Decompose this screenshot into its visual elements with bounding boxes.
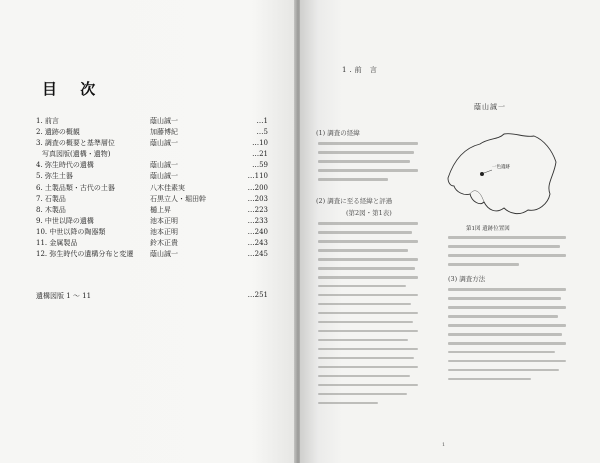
toc-entry-author: 鈴木正貴 [150,239,178,248]
toc-entry-title: 7. 石製品 [36,194,66,203]
toc-entry [36,138,268,149]
toc-entry-page: …233 [247,216,268,225]
chapter-heading: 1.前 言 [342,66,380,74]
toc-entry-title: 1. 前言 [36,117,59,125]
toc-entry-page: …21 [252,150,268,159]
text-block-1 [318,142,418,187]
toc-entry-title: 9. 中世以降の遺構 [36,216,94,225]
toc-entry [36,238,268,249]
text-block-4 [448,288,566,387]
toc-entry [36,205,268,216]
section-heading-1: (1) 調査の経緯 [316,129,360,137]
toc-entry-author: 樋上昇 [150,205,171,214]
section-heading-2-sub: (第2図・第1表) [346,209,392,217]
toc-entry-title: 12. 弥生時代の遺構分布と変遷 [36,250,134,259]
toc-entry-page: …243 [247,239,268,248]
toc-entry [36,149,268,160]
section-heading-3: (3) 調査方法 [448,275,486,283]
toc-entry-author: 加藤博紀 [150,128,178,137]
toc-entry-title: 5. 弥生土器 [36,172,73,181]
toc-entry-author: 池本正明 [150,216,178,225]
toc-plates-row [36,291,268,301]
toc-plates-page: …251 [247,291,268,299]
toc-entry-author: 蔭山誠一 [150,161,178,170]
toc-entry-page: …203 [247,194,268,203]
left-page [0,0,296,463]
toc-entry-author: 蔭山誠一 [150,172,178,181]
toc-entry-author: 石黒立人・堀田幹 [150,194,206,203]
map-outline-icon [440,130,560,225]
toc-entry [36,227,268,238]
toc-entry-author: 蔭山誠一 [150,139,178,148]
page-number: 1 [442,442,446,448]
toc-entry [36,249,268,260]
toc-entry-title: 4. 弥生時代の遺構 [36,161,94,170]
toc-title: 目 次 [42,80,105,98]
toc-entry-page: …200 [247,183,268,192]
toc-entry-title: 11. 金属製品 [36,239,78,248]
toc-entry [36,183,268,194]
toc-plates-title: 遺構図版 1 ～ 11 [36,292,92,300]
toc-entry [36,127,268,138]
figure-caption: 第1図 遺跡位置図 [466,226,510,232]
text-block-3 [448,236,566,272]
map-label: 一色遺跡 [492,165,510,170]
toc-entry-title: 8. 木製品 [36,205,66,214]
toc-entry-page: …1 [256,117,268,125]
toc-entry-title: 3. 調査の概要と基準層位 [36,139,115,148]
toc-entry-author: 蔭山誠一 [150,250,178,259]
text-block-2 [318,222,418,411]
toc-entry [36,194,268,205]
toc-entry-page: …59 [252,161,268,170]
toc-list [36,116,268,260]
chapter-author: 蔭山誠一 [474,103,506,111]
toc-entry [36,216,268,227]
section-heading-2: (2) 調査に至る経緯と評過 [316,197,393,205]
toc-entry-title: 写真図版(遺構・遺物) [42,150,111,159]
toc-entry-page: …10 [252,139,268,148]
toc-entry-title: 10. 中世以降の陶器類 [36,227,106,236]
location-map [440,130,560,225]
toc-entry-title: 2. 遺跡の概観 [36,128,80,137]
toc-entry [36,171,268,182]
toc-entry [36,116,268,127]
toc-entry-author: 池本正明 [150,227,178,236]
toc-entry-title: 6. 土製品類・古代の土器 [36,183,115,192]
toc-entry-author: 八木佳素実 [150,183,185,192]
toc-entry-page: …5 [256,128,268,137]
toc-entry-page: …245 [247,250,268,259]
toc-entry-page: …223 [247,205,268,214]
toc-entry-page: …240 [247,227,268,236]
toc-entry [36,160,268,171]
toc-entry-page: …110 [247,172,268,181]
toc-entry-author: 蔭山誠一 [150,117,178,125]
